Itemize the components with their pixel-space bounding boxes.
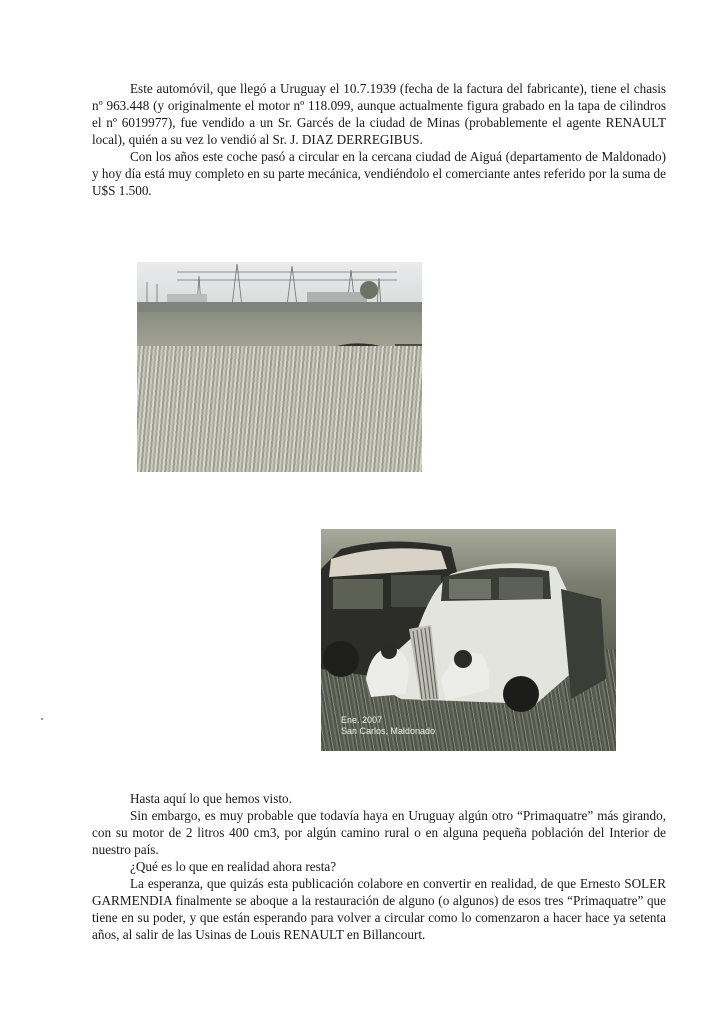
photo2-caption-place: San Carlos, Maldonado [341, 726, 436, 736]
paragraph-question: ¿Qué es lo que en realidad ahora resta? [130, 859, 337, 874]
photo-two-old-cars [321, 529, 616, 751]
photo2-caption-date: Ene. 2007 [341, 715, 383, 725]
paragraph-other-primaquatre: Sin embargo, es muy probable que todavía haya en Uruguay algún otro “Primaquatre” más girando, con su motor de 2 litros 400 cm3, por algún camino rural o en alguna pequeña población del Interior de nuestro país. [92, 808, 666, 857]
top-text-block [92, 80, 666, 199]
paragraph-seen-so-far: Hasta aquí lo que hemos visto. [130, 791, 292, 806]
photo1-tall-grass [137, 346, 422, 472]
paragraph-car-current-state: Con los años este coche pasó a circular en la cercana ciudad de Aiguá (departamento de Maldonado) y hoy día está muy completo en su parte mecánica, vendiéndolo el comerciante antes referido por la suma de U$S 1.500. [92, 149, 666, 198]
scan-speck [41, 718, 43, 720]
photo-field-with-cars [137, 262, 422, 472]
photo2-caption [341, 715, 435, 737]
paragraph-hope-restoration: La esperanza, que quizás esta publicación colabore en convertir en realidad, de que Ernesto SOLER GARMENDIA finalmente se aboque a la restauración de alguno (o algunos) de esos tres “Primaquatre” que tiene en su poder, y que están esperando para volver a circular como lo comenzaron a hacer hace ya setenta años, al salir de las Usinas de Louis RENAULT en Billancourt. [92, 876, 666, 942]
paragraph-car-history: Este automóvil, que llegó a Uruguay el 10.7.1939 (fecha de la factura del fabricante), tiene el chasis nº 963.448 (y originalmente el motor nº 118.099, aunque actualmente figura grabado en la tapa de cilindros el nº 6019977), fue vendido a un Sr. Garcés de la ciudad de Minas (probablemente el agente RENAULT local), quién a su vez lo vendió al Sr. J. DIAZ DERREGIBUS. [92, 81, 666, 147]
bottom-text-block [92, 790, 666, 943]
